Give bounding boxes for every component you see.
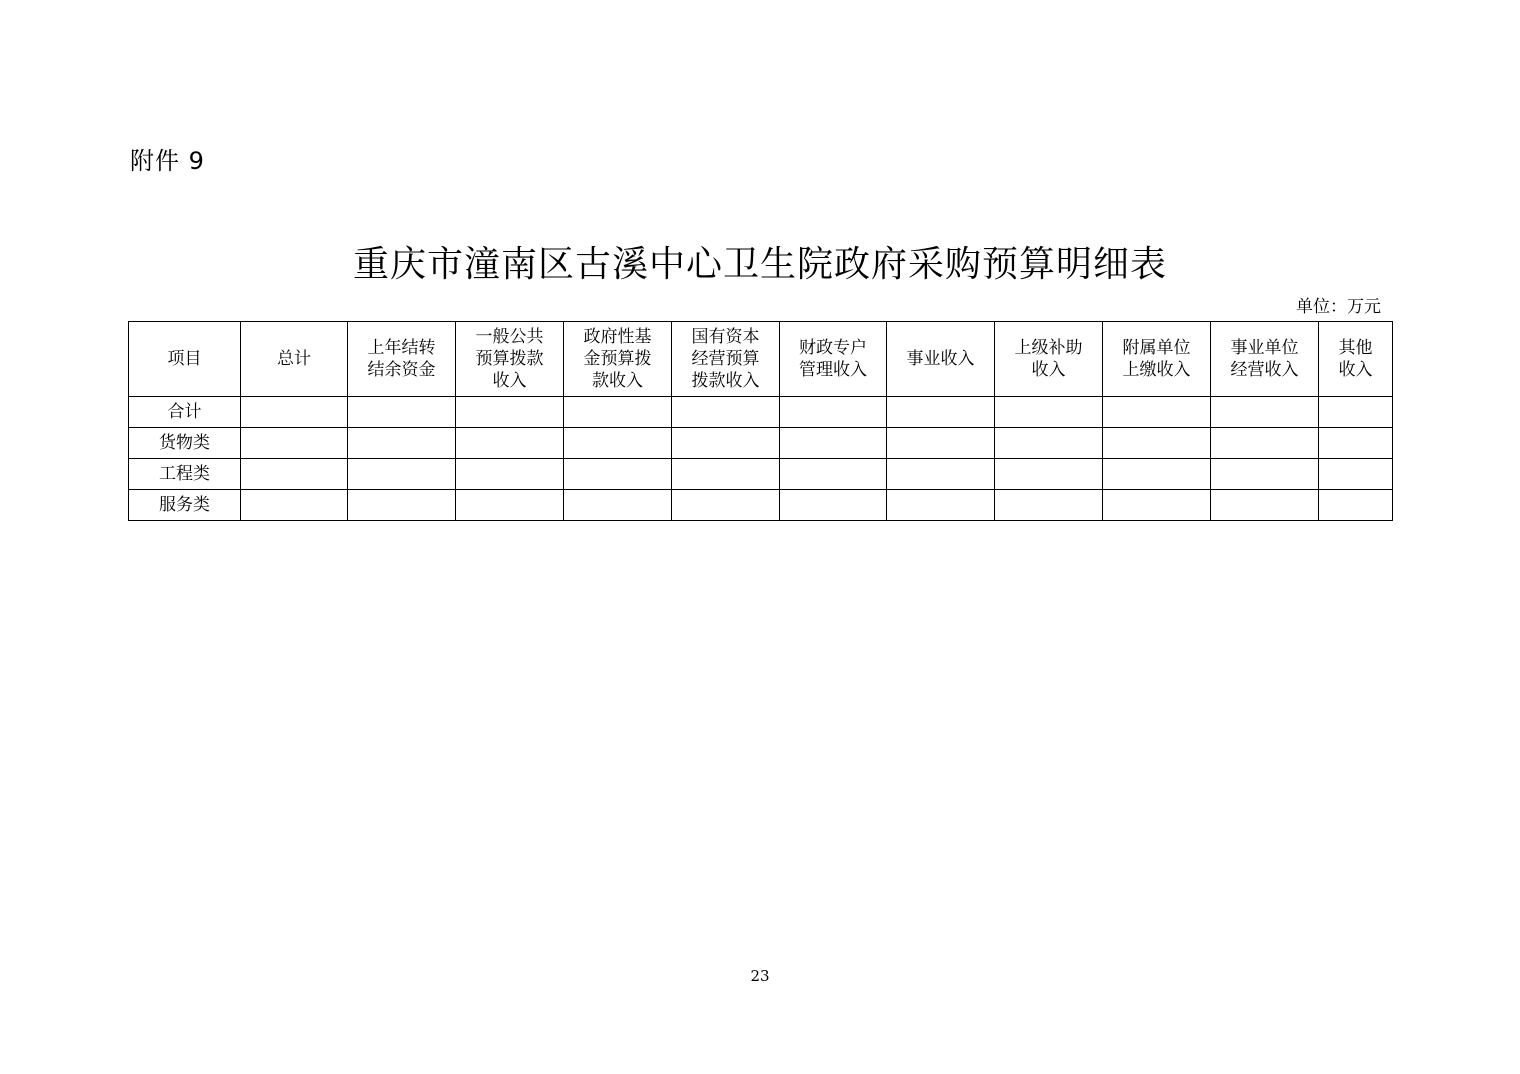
row-label: 服务类 [129,490,241,521]
table-cell [241,397,348,428]
header-total: 总计 [241,322,348,397]
table-cell [1319,428,1393,459]
table-cell [348,459,456,490]
page-title: 重庆市潼南区古溪中心卫生院政府采购预算明细表 [352,244,1167,285]
page-number: 23 [750,967,770,985]
header-superior-subsidy: 上级补助 收入 [995,322,1103,397]
header-general-budget: 一般公共 预算拨款 收入 [456,322,564,397]
table-cell [780,397,887,428]
table-cell [1211,490,1319,521]
table-cell [995,490,1103,521]
table-cell [1103,428,1211,459]
table-row [129,459,1393,490]
table-cell [1319,397,1393,428]
table-cell [348,428,456,459]
header-business-income: 事业收入 [887,322,995,397]
table-cell [456,397,564,428]
table-cell [672,428,780,459]
unit-label: 单位：万元 [1296,297,1381,317]
attachment-label: 附件 9 [130,147,205,175]
table-row [129,428,1393,459]
table-cell [780,490,887,521]
header-other-income: 其他 收入 [1319,322,1393,397]
header-item: 项目 [129,322,241,397]
header-gov-fund: 政府性基 金预算拨 款收入 [564,322,672,397]
header-state-capital: 国有资本 经营预算 拨款收入 [672,322,780,397]
table-cell [564,428,672,459]
table-cell [995,459,1103,490]
header-affiliate-remit: 附属单位 上缴收入 [1103,322,1211,397]
table-cell [456,490,564,521]
table-cell [995,428,1103,459]
table-row [129,490,1393,521]
table-cell [887,459,995,490]
table-row [129,397,1393,428]
table-cell [995,397,1103,428]
table-cell [780,459,887,490]
table-cell [672,397,780,428]
table-cell [780,428,887,459]
table-cell [1211,397,1319,428]
table-cell [887,490,995,521]
table-cell [564,490,672,521]
row-label: 合计 [129,397,241,428]
table-cell [348,490,456,521]
table-cell [241,490,348,521]
header-special-account: 财政专户 管理收入 [780,322,887,397]
row-label: 工程类 [129,459,241,490]
table-cell [564,459,672,490]
table-cell [672,490,780,521]
table-cell [887,428,995,459]
table-cell [1103,459,1211,490]
header-operating-income: 事业单位 经营收入 [1211,322,1319,397]
table-cell [672,459,780,490]
table-cell [887,397,995,428]
table-cell [456,428,564,459]
table-cell [456,459,564,490]
table-cell [1319,490,1393,521]
table-cell [1319,459,1393,490]
table-cell [241,428,348,459]
table-cell [1211,459,1319,490]
table-cell [348,397,456,428]
header-row [129,322,1393,397]
header-carryover: 上年结转 结余资金 [348,322,456,397]
budget-table [128,321,1393,521]
table-cell [241,459,348,490]
table-cell [1103,397,1211,428]
table-cell [1211,428,1319,459]
table-cell [564,397,672,428]
table-cell [1103,490,1211,521]
row-label: 货物类 [129,428,241,459]
